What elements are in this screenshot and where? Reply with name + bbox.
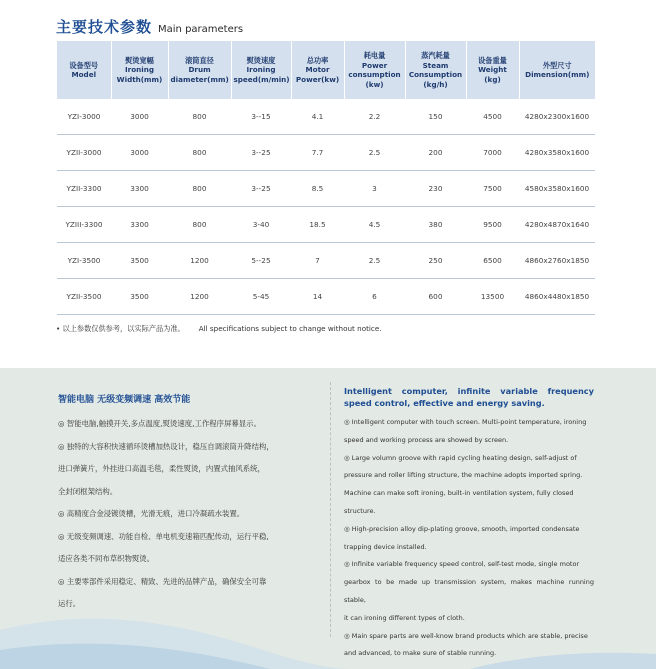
table-cell: 5--25 <box>231 243 291 279</box>
column-divider <box>330 382 331 637</box>
column-header <box>231 41 291 99</box>
table-row <box>57 243 595 279</box>
column-header-line: 外型尺寸 <box>542 60 572 70</box>
feature-line: ◎ 高精度合金浸镀烫槽，光滑无痕，进口冷凝疏水装置。 <box>58 509 245 518</box>
column-header <box>466 41 519 99</box>
features-en-heading: Intelligent computer, infinite variable frequency speed control, effective and energy saving. <box>344 386 594 408</box>
column-header-line: 熨烫速度 <box>246 55 276 65</box>
table-cell: YZII-3300 <box>57 171 111 207</box>
feature-line: 进口弹簧片，外挂进口高温毛毯，柔性熨烫，内置式抽风系统， <box>58 464 265 473</box>
column-header <box>291 41 344 99</box>
features-en <box>344 386 594 663</box>
column-header <box>57 41 111 99</box>
table-cell: 4280x2300x1600 <box>519 99 595 135</box>
feature-line: ◎ Main spare parts are well-know brand products which are stable, precise <box>344 631 588 640</box>
column-header-line: (kw) <box>365 79 384 89</box>
feature-line: ◎ Intelligent computer with touch screen. Multi-point temperature, ironing <box>344 418 587 426</box>
features-zh <box>58 392 322 616</box>
column-header-line: Ironing <box>125 65 154 75</box>
feature-line: it can ironing different types of cloth. <box>344 613 465 622</box>
column-header-line: Motor <box>305 65 330 75</box>
table-cell: 3000 <box>111 135 168 171</box>
column-header <box>405 41 466 99</box>
parameters-table <box>57 41 595 315</box>
feature-line: speed and working process are showed by screen. <box>344 435 509 444</box>
column-header-line: 总功率 <box>306 55 329 65</box>
column-header-line: 滚筒直径 <box>185 55 214 65</box>
table-cell: 6500 <box>466 243 519 279</box>
table-cell: YZIII-3300 <box>57 207 111 243</box>
table-cell: 3 <box>344 171 405 207</box>
feature-line: ◎ 主要零部件采用稳定、精致、先进的品牌产品，确保安全可靠 <box>58 576 267 586</box>
column-header-line: Consumption <box>408 70 463 79</box>
table-cell: 14 <box>291 279 344 315</box>
feature-line: 全封闭框架结构。 <box>58 486 118 496</box>
column-header-line: Model <box>71 70 97 79</box>
table-cell: 3--25 <box>231 135 291 171</box>
table-cell: 4280x4870x1640 <box>519 207 595 243</box>
table-cell: 1200 <box>168 279 231 315</box>
feature-line: Machine can make soft ironing, built-in ventilation system, fully closed <box>344 489 574 498</box>
table-row <box>57 135 595 171</box>
table-cell: 230 <box>405 171 466 207</box>
column-header <box>519 41 595 99</box>
column-header-line: 设备型号 <box>69 60 99 70</box>
table-row <box>57 279 595 315</box>
table-body <box>57 99 595 315</box>
title-en: Main parameters <box>158 24 244 35</box>
table-cell: 7000 <box>466 135 519 171</box>
title-zh: 主要技术参数 <box>56 18 153 36</box>
table-cell: 3500 <box>111 243 168 279</box>
table-cell: 150 <box>405 99 466 135</box>
table-cell: 3300 <box>111 207 168 243</box>
table-cell: 7 <box>291 243 344 279</box>
features-en-lines <box>344 414 594 663</box>
table-row <box>57 207 595 243</box>
column-header-line: Steam <box>422 60 449 70</box>
feature-line: gearbox to be made up transmission system, makes machine running stable, <box>344 578 594 604</box>
table-cell: 8.5 <box>291 171 344 207</box>
table-cell: 5-45 <box>231 279 291 315</box>
table-cell: 7.7 <box>291 135 344 171</box>
table-cell: 4500 <box>466 99 519 135</box>
table-cell: 380 <box>405 207 466 243</box>
table-cell: 2.5 <box>344 243 405 279</box>
column-header-line: Weight <box>478 65 507 75</box>
column-header-line: (kg) <box>484 74 501 84</box>
table-cell: 200 <box>405 135 466 171</box>
table-cell: 800 <box>168 171 231 207</box>
table-cell: 3--25 <box>231 171 291 207</box>
table-cell: YZI-3500 <box>57 243 111 279</box>
footnote <box>56 324 382 334</box>
column-header <box>111 41 168 99</box>
feature-line: ◎ Large volumn groove with rapid cycling heating design, self-adjust of <box>344 453 577 462</box>
table-cell: 4.1 <box>291 99 344 135</box>
feature-line: ◎ Infinite variable frequency speed control, self-test mode, single motor <box>344 560 580 569</box>
column-header-line: (kg/h) <box>423 79 448 89</box>
table-cell: YZII-3500 <box>57 279 111 315</box>
table-row <box>57 99 595 135</box>
table-cell: 3300 <box>111 171 168 207</box>
table-cell: 800 <box>168 99 231 135</box>
column-header-line: 耗电量 <box>363 51 386 60</box>
table-header-row <box>57 41 595 99</box>
feature-line: and advanced, to make sure of stable running. <box>344 649 497 658</box>
page-title <box>56 16 243 37</box>
column-header-line: diameter(mm) <box>170 74 229 84</box>
features-zh-lines <box>58 413 322 616</box>
features-zh-heading: 智能电脑 无级变频调速 高效节能 <box>58 395 191 405</box>
column-header <box>168 41 231 99</box>
table-cell: 4580x3580x1600 <box>519 171 595 207</box>
table-cell: 2.5 <box>344 135 405 171</box>
table-cell: 9500 <box>466 207 519 243</box>
column-header-line: Ironing <box>246 65 276 75</box>
column-header-line: speed(m/min) <box>233 74 290 84</box>
column-header-line: Power <box>361 60 388 70</box>
table-cell: 13500 <box>466 279 519 315</box>
feature-line: ◎ 智能电脑,触摸开关,多点温度,熨烫速度,工作程序屏幕显示。 <box>58 419 261 428</box>
footnote-zh: • 以上参数仅供参考，以实际产品为准。 <box>56 324 185 333</box>
table-cell: 1200 <box>168 243 231 279</box>
table-cell: 3000 <box>111 99 168 135</box>
table-cell: 800 <box>168 207 231 243</box>
feature-line: ◎ 无级变频调速、功能自检、单电机变速箱匹配传动，运行平稳, <box>58 531 269 541</box>
column-header <box>344 41 405 99</box>
table-cell: 2.2 <box>344 99 405 135</box>
table-cell: 800 <box>168 135 231 171</box>
table-cell: YZII-3000 <box>57 135 111 171</box>
column-header-line: Power(kw) <box>295 74 340 84</box>
column-header-line: 熨烫宽幅 <box>125 55 154 65</box>
footnote-en: All specifications subject to change without notice. <box>198 324 382 333</box>
table-cell: 4280x3580x1600 <box>519 135 595 171</box>
table-cell: 250 <box>405 243 466 279</box>
table-cell: 18.5 <box>291 207 344 243</box>
table-row <box>57 171 595 207</box>
table-cell: 4.5 <box>344 207 405 243</box>
column-header-line: Dimension(mm) <box>525 70 590 79</box>
table-cell: 4860x2760x1850 <box>519 243 595 279</box>
table-cell: 7500 <box>466 171 519 207</box>
table-cell: 3--15 <box>231 99 291 135</box>
column-header-line: Drum <box>188 65 211 75</box>
feature-line: pressure and roller lifting structure, the machine adopts imported spring. <box>344 471 583 480</box>
column-header-line: consumption <box>348 70 401 79</box>
feature-line: 运行。 <box>58 599 81 608</box>
feature-line: trapping device installed. <box>344 542 427 551</box>
table-cell: 3500 <box>111 279 168 315</box>
feature-line: structure. <box>344 506 376 515</box>
features-panel <box>0 368 656 669</box>
column-header-line: 设备重量 <box>478 55 507 65</box>
table-cell: YZI-3000 <box>57 99 111 135</box>
table-cell: 4860x4480x1850 <box>519 279 595 315</box>
table-cell: 3-40 <box>231 207 291 243</box>
column-header-line: Width(mm) <box>116 74 163 84</box>
column-header-line: 蒸汽耗量 <box>421 51 450 60</box>
feature-line: ◎ 独特的大容积快速循环烫槽加热设计，稳压自调滚筒升降结构， <box>58 441 274 451</box>
feature-line: 适应各类不同布草织物熨烫。 <box>58 554 155 563</box>
table-cell: 6 <box>344 279 405 315</box>
feature-line: ◎ High-precision alloy dip-plating groove, smooth, imported condensate <box>344 524 580 533</box>
table-cell: 600 <box>405 279 466 315</box>
